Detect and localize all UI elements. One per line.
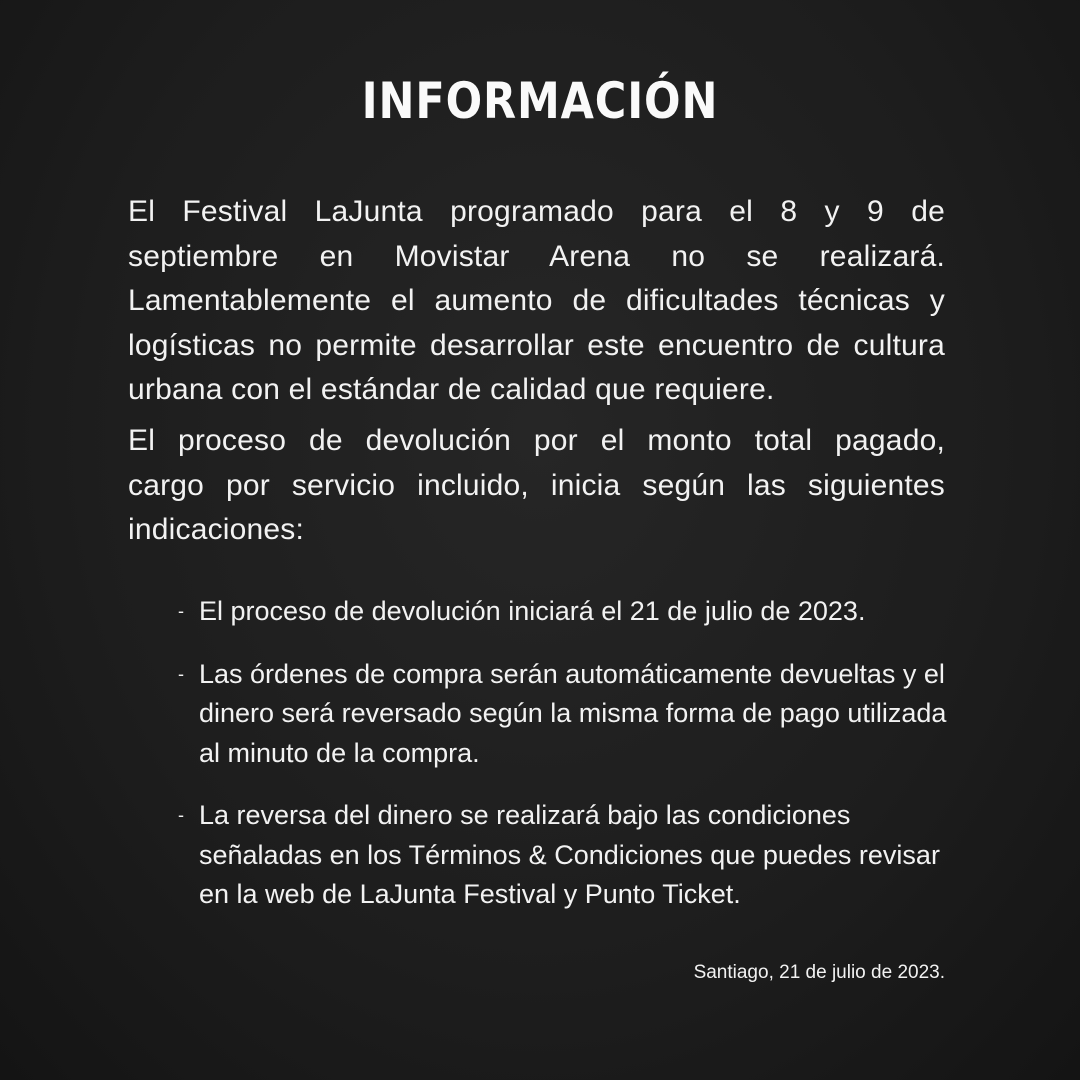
bullet-marker: -: [178, 601, 184, 621]
refund-paragraph: [128, 419, 945, 553]
list-item-text: La reversa del dinero se realizará bajo las condiciones señaladas en los Términos & Condiciones que puedes revisar en la web de LaJunta Festival y Punto Ticket.: [199, 800, 940, 909]
page-title: INFORMACIÓN: [361, 72, 719, 130]
paragraph-line: El Festival LaJunta programado para el 8 y 9 de: [128, 195, 945, 228]
paragraph-line: septiembre en Movistar Arena no se realizará.: [128, 239, 945, 273]
refund-instructions-list: [178, 592, 948, 938]
list-item-text: Las órdenes de compra serán automáticamente devueltas y el dinero será reversado según la misma forma de pago utilizada al minuto de la compra.: [199, 658, 947, 768]
bullet-marker: -: [178, 805, 184, 825]
list-item: [178, 655, 948, 774]
bullet-marker: -: [178, 663, 184, 684]
list-item-text: El proceso de devolución iniciará el 21 de julio de 2023.: [199, 596, 866, 626]
list-item: [178, 592, 948, 632]
list-item: [178, 796, 948, 915]
paragraph-line: Lamentablemente el aumento de dificultades técnicas y: [128, 284, 945, 317]
paragraph-line: cargo por servicio incluido, inicia según las siguientes: [128, 468, 945, 502]
date-signature: Santiago, 21 de julio de 2023.: [693, 962, 945, 983]
paragraph-line: El proceso de devolución por el monto total pagado,: [128, 424, 945, 457]
paragraph-line: indicaciones:: [128, 513, 305, 546]
announcement-paragraph: [128, 190, 945, 413]
paragraph-line: urbana con el estándar de calidad que requiere.: [128, 373, 775, 406]
paragraph-line: logísticas no permite desarrollar este encuentro de cultura: [128, 328, 945, 362]
